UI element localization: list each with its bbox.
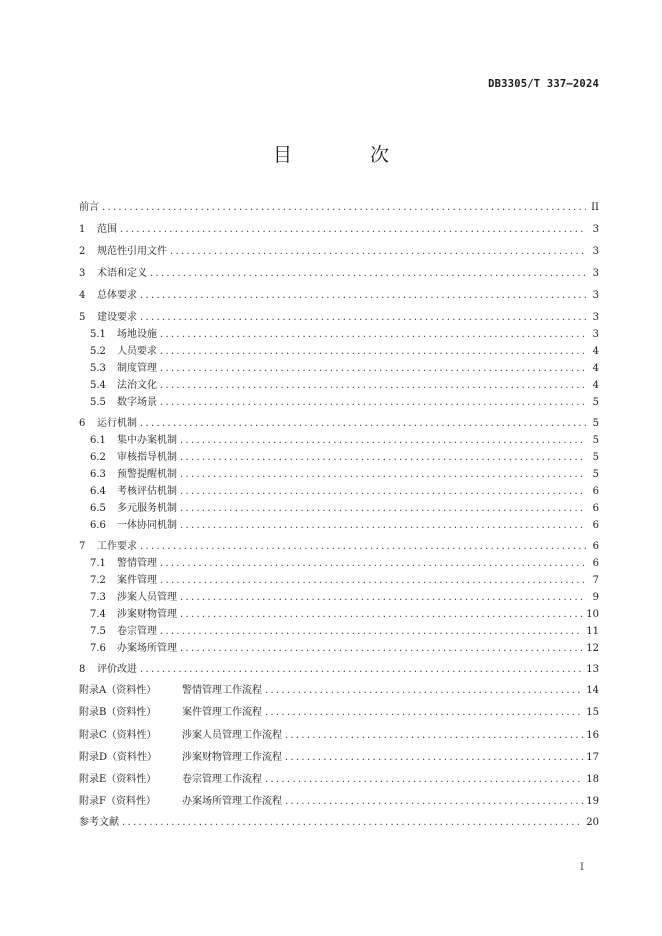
toc-leader-dots <box>140 539 586 555</box>
toc-item-page: 5 <box>592 397 599 408</box>
toc-item-number: 6 <box>79 418 86 429</box>
toc-item[interactable] <box>90 361 599 377</box>
toc-item-label: 办案场所管理工作流程 <box>182 796 282 807</box>
page-number: I <box>580 862 584 873</box>
toc-item-page: 5 <box>592 469 599 480</box>
document-code: DB3305/T 337—2024 <box>488 78 599 90</box>
toc-item-label: 案件管理 <box>117 575 157 586</box>
toc-item[interactable] <box>90 590 599 606</box>
toc-item-number: 6.4 <box>90 486 106 497</box>
toc-item-number: 附录E（资料性） <box>79 774 157 785</box>
toc-item[interactable] <box>79 244 599 260</box>
toc-item[interactable] <box>90 641 599 657</box>
toc-item-page: 5 <box>592 435 599 446</box>
toc-leader-dots <box>180 641 583 657</box>
toc-item-label: 审核指导机制 <box>117 452 177 463</box>
toc-item-number: 6.3 <box>90 469 106 480</box>
toc-item-number: 7.1 <box>90 558 106 569</box>
toc-item[interactable] <box>90 395 599 411</box>
toc-item-number: 附录C（资料性） <box>79 730 157 741</box>
toc-item-number: 4 <box>79 290 86 301</box>
toc-item-page: 3 <box>592 290 599 301</box>
toc-item[interactable] <box>90 327 599 343</box>
toc-leader-dots <box>122 815 583 831</box>
toc-leader-dots <box>160 327 586 343</box>
toc-item[interactable] <box>79 310 599 326</box>
toc-item-number: 7.3 <box>90 592 106 603</box>
toc-item-label: 规范性引用文件 <box>97 246 167 257</box>
toc-item-label: 评价改进 <box>97 664 137 675</box>
toc-item-label: 涉案人员管理工作流程 <box>182 730 282 741</box>
toc-item-label: 涉案财物管理工作流程 <box>182 752 282 763</box>
toc-item-label: 一体协同机制 <box>117 520 177 531</box>
toc-item-page: 3 <box>592 224 599 235</box>
toc-item[interactable] <box>79 705 599 721</box>
toc-item-label: 预警提醒机制 <box>117 469 177 480</box>
toc-item[interactable] <box>79 728 599 744</box>
toc-item-number: 6.1 <box>90 435 106 446</box>
toc-item-number: 附录B（资料性） <box>79 707 157 718</box>
toc-item[interactable] <box>90 433 599 449</box>
toc-leader-dots <box>160 361 586 377</box>
toc-item-page: 3 <box>592 268 599 279</box>
toc-item-page: 11 <box>586 626 599 637</box>
toc-item-page: 6 <box>592 486 599 497</box>
toc-leader-dots <box>285 794 583 810</box>
toc-item[interactable] <box>79 416 599 432</box>
toc-item-page: 10 <box>586 609 599 620</box>
toc-item-page: 15 <box>586 707 599 718</box>
toc-item-label: 涉案财物管理 <box>117 609 177 620</box>
toc-leader-dots <box>180 590 586 606</box>
toc-item-label: 范围 <box>97 224 117 235</box>
toc-leader-dots <box>140 310 586 326</box>
toc-item-number: 5.4 <box>90 380 106 391</box>
toc-leader-dots <box>160 378 586 394</box>
toc-item-page: 12 <box>586 643 599 654</box>
toc-leader-dots <box>140 288 586 304</box>
toc-item-page: 5 <box>592 418 599 429</box>
toc-leader-dots <box>285 750 583 766</box>
toc-item-label: 法治文化 <box>117 380 157 391</box>
toc-item-number: 6.2 <box>90 452 106 463</box>
toc-item-number: 5.3 <box>90 363 106 374</box>
toc-item-number: 5.2 <box>90 346 106 357</box>
page-title: 目 次 <box>272 144 426 166</box>
toc-item-label: 总体要求 <box>97 290 137 301</box>
toc-item-number: 附录F（资料性） <box>79 796 156 807</box>
toc-item[interactable] <box>79 266 599 282</box>
toc-leader-dots <box>160 624 583 640</box>
toc-item[interactable] <box>79 772 599 788</box>
toc-item[interactable] <box>90 450 599 466</box>
toc-leader-dots <box>150 266 586 282</box>
toc-leader-dots <box>285 728 583 744</box>
toc-leader-dots <box>180 607 583 623</box>
toc-leader-dots <box>180 450 586 466</box>
toc-item-number: 6.5 <box>90 503 106 514</box>
toc-item[interactable] <box>79 815 599 831</box>
toc-item-page: 19 <box>586 796 599 807</box>
toc-item-page: 17 <box>586 752 599 763</box>
toc-item-page: 3 <box>592 246 599 257</box>
toc-item-number: 7.4 <box>90 609 106 620</box>
toc-leader-dots <box>120 222 586 238</box>
toc-leader-dots <box>265 683 583 699</box>
toc-item-page: 18 <box>586 774 599 785</box>
toc-item-label: 术语和定义 <box>97 268 147 279</box>
toc-item[interactable] <box>90 624 599 640</box>
toc-item-label: 警情管理工作流程 <box>182 685 262 696</box>
toc-item[interactable] <box>90 607 599 623</box>
toc-item[interactable] <box>90 467 599 483</box>
toc-item-number: 附录A（资料性） <box>79 685 157 696</box>
toc-item-label: 前言 <box>79 202 99 213</box>
toc-item-number: 7.6 <box>90 643 106 654</box>
toc-item-number: 6.6 <box>90 520 106 531</box>
toc-item-page: 6 <box>592 541 599 552</box>
toc-leader-dots <box>170 244 586 260</box>
toc-item-number: 7.2 <box>90 575 106 586</box>
toc-item-page: 3 <box>592 312 599 323</box>
toc-item-number: 2 <box>79 246 86 257</box>
toc-item[interactable] <box>90 518 599 534</box>
toc-item-page: 13 <box>586 664 599 675</box>
toc-leader-dots <box>160 344 586 360</box>
toc-item-label: 涉案人员管理 <box>117 592 177 603</box>
toc-leader-dots <box>160 573 586 589</box>
toc-leader-dots <box>180 467 586 483</box>
toc-item-page: 4 <box>592 380 599 391</box>
toc-item-page: 6 <box>592 558 599 569</box>
toc-item-label: 人员要求 <box>117 346 157 357</box>
toc-item-number: 附录D（资料性） <box>79 752 158 763</box>
toc-leader-dots <box>160 395 586 411</box>
toc-item-page: 9 <box>592 592 599 603</box>
toc-item-page: 6 <box>592 520 599 531</box>
toc-item-label: 建设要求 <box>97 312 137 323</box>
toc-item[interactable] <box>90 378 599 394</box>
toc-item-label: 数字场景 <box>117 397 157 408</box>
toc-item-number: 3 <box>79 268 86 279</box>
toc-item[interactable] <box>90 501 599 517</box>
toc-leader-dots <box>180 501 586 517</box>
toc-leader-dots <box>140 416 586 432</box>
toc-item-label: 制度管理 <box>117 363 157 374</box>
toc-item-label: 工作要求 <box>97 541 137 552</box>
toc-item[interactable] <box>79 200 599 216</box>
toc-item-page: 4 <box>592 346 599 357</box>
toc-item[interactable] <box>79 683 599 699</box>
toc-leader-dots <box>160 556 586 572</box>
toc-leader-dots <box>180 518 586 534</box>
toc-item[interactable] <box>79 288 599 304</box>
toc-item[interactable] <box>90 556 599 572</box>
toc-item[interactable] <box>90 344 599 360</box>
toc-item-label: 案件管理工作流程 <box>182 707 262 718</box>
toc-item-page: 20 <box>586 817 599 828</box>
toc-item-label: 警情管理 <box>117 558 157 569</box>
toc-item-page: 5 <box>592 452 599 463</box>
toc-item[interactable] <box>79 794 599 810</box>
toc-item-label: 集中办案机制 <box>117 435 177 446</box>
toc-item[interactable] <box>79 662 599 678</box>
toc-item-label: 场地设施 <box>117 329 157 340</box>
toc-item-label: 多元服务机制 <box>117 503 177 514</box>
toc-item[interactable] <box>79 222 599 238</box>
toc-leader-dots <box>180 484 586 500</box>
toc-item-number: 7.5 <box>90 626 106 637</box>
toc-item-number: 5 <box>79 312 86 323</box>
toc-item-label: 考核评估机制 <box>117 486 177 497</box>
toc-leader-dots <box>180 433 586 449</box>
toc-item[interactable] <box>90 484 599 500</box>
toc-item-label: 办案场所管理 <box>117 643 177 654</box>
toc-item[interactable] <box>79 750 599 766</box>
toc-item[interactable] <box>90 573 599 589</box>
toc-leader-dots <box>102 200 586 216</box>
toc-item-page: 14 <box>586 685 599 696</box>
toc-item[interactable] <box>79 539 599 555</box>
toc-item-number: 5.5 <box>90 397 106 408</box>
toc-item-page: II <box>591 202 599 213</box>
toc-item-number: 1 <box>79 224 86 235</box>
toc-item-page: 16 <box>586 730 599 741</box>
toc-leader-dots <box>265 772 583 788</box>
toc-item-number: 5.1 <box>90 329 106 340</box>
toc-item-number: 7 <box>79 541 86 552</box>
toc-item-label: 卷宗管理 <box>117 626 157 637</box>
toc-item-page: 6 <box>592 503 599 514</box>
toc-item-page: 4 <box>592 363 599 374</box>
toc-item-label: 运行机制 <box>97 418 137 429</box>
toc-item-label: 卷宗管理工作流程 <box>182 774 262 785</box>
toc-item-page: 7 <box>592 575 599 586</box>
toc-item-page: 3 <box>592 329 599 340</box>
toc-leader-dots <box>265 705 583 721</box>
toc-leader-dots <box>140 662 583 678</box>
toc-item-label: 参考文献 <box>79 817 119 828</box>
toc-item-number: 8 <box>79 664 86 675</box>
